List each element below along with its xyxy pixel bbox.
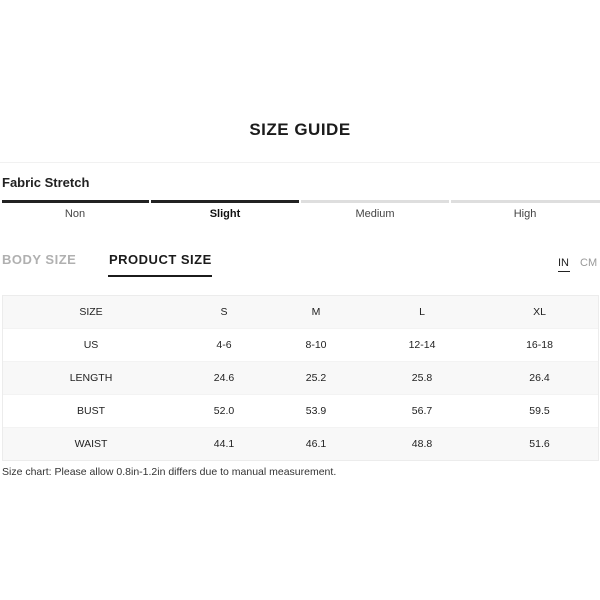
- table-cell: 4-6: [216, 339, 232, 351]
- table-cell: 25.8: [411, 372, 433, 384]
- active-tab-indicator: [108, 275, 212, 277]
- table-cell: 59.5: [529, 405, 550, 417]
- table-cell: 16-18: [526, 339, 553, 351]
- stretch-bar-slight: [151, 200, 299, 203]
- table-cell: 46.1: [305, 438, 327, 450]
- page-title: SIZE GUIDE: [249, 120, 351, 139]
- table-row: [3, 395, 598, 428]
- table-cell: 25.2: [305, 372, 327, 384]
- table-header-cell: XL: [533, 306, 546, 318]
- table-cell: 8-10: [305, 339, 327, 351]
- table-cell: 53.9: [305, 405, 327, 417]
- fabric-stretch-scale: [2, 200, 600, 204]
- stretch-level-high: High: [513, 208, 537, 220]
- table-cell: 48.8: [411, 438, 433, 450]
- stretch-bar-high: [451, 200, 600, 203]
- unit-cm-toggle[interactable]: CM: [580, 257, 598, 269]
- tab-product-size[interactable]: PRODUCT SIZE: [109, 252, 212, 267]
- unit-in-toggle[interactable]: IN: [558, 257, 569, 269]
- table-cell: WAIST: [74, 438, 108, 450]
- table-header-cell: M: [311, 306, 321, 318]
- table-row: [3, 362, 598, 395]
- stretch-level-slight: Slight: [209, 208, 241, 220]
- table-cell: 24.6: [213, 372, 235, 384]
- table-cell: 56.7: [411, 405, 433, 417]
- stretch-level-medium: Medium: [355, 208, 395, 220]
- stretch-bar-non: [2, 200, 149, 203]
- table-cell: LENGTH: [69, 372, 113, 384]
- table-header-cell: S: [220, 306, 228, 318]
- fabric-stretch-label: Fabric Stretch: [2, 175, 90, 190]
- stretch-level-non: Non: [64, 208, 86, 220]
- table-cell: 26.4: [529, 372, 550, 384]
- stretch-bar-medium: [301, 200, 449, 203]
- divider: [0, 162, 600, 163]
- tab-body-size[interactable]: BODY SIZE: [2, 252, 77, 267]
- table-cell: 52.0: [213, 405, 235, 417]
- table-cell: US: [83, 339, 99, 351]
- active-unit-indicator: [558, 271, 570, 272]
- size-table: [2, 295, 599, 461]
- table-row: [3, 329, 598, 362]
- table-header-row: [3, 296, 598, 329]
- table-row: [3, 428, 598, 460]
- table-cell: 44.1: [213, 438, 235, 450]
- table-header-cell: SIZE: [79, 306, 103, 318]
- size-chart-note: Size chart: Please allow 0.8in-1.2in differs due to manual measurement.: [2, 466, 337, 478]
- table-cell: BUST: [76, 405, 105, 417]
- table-cell: 12-14: [408, 339, 436, 351]
- table-cell: 51.6: [529, 438, 550, 450]
- table-header-cell: L: [419, 306, 425, 318]
